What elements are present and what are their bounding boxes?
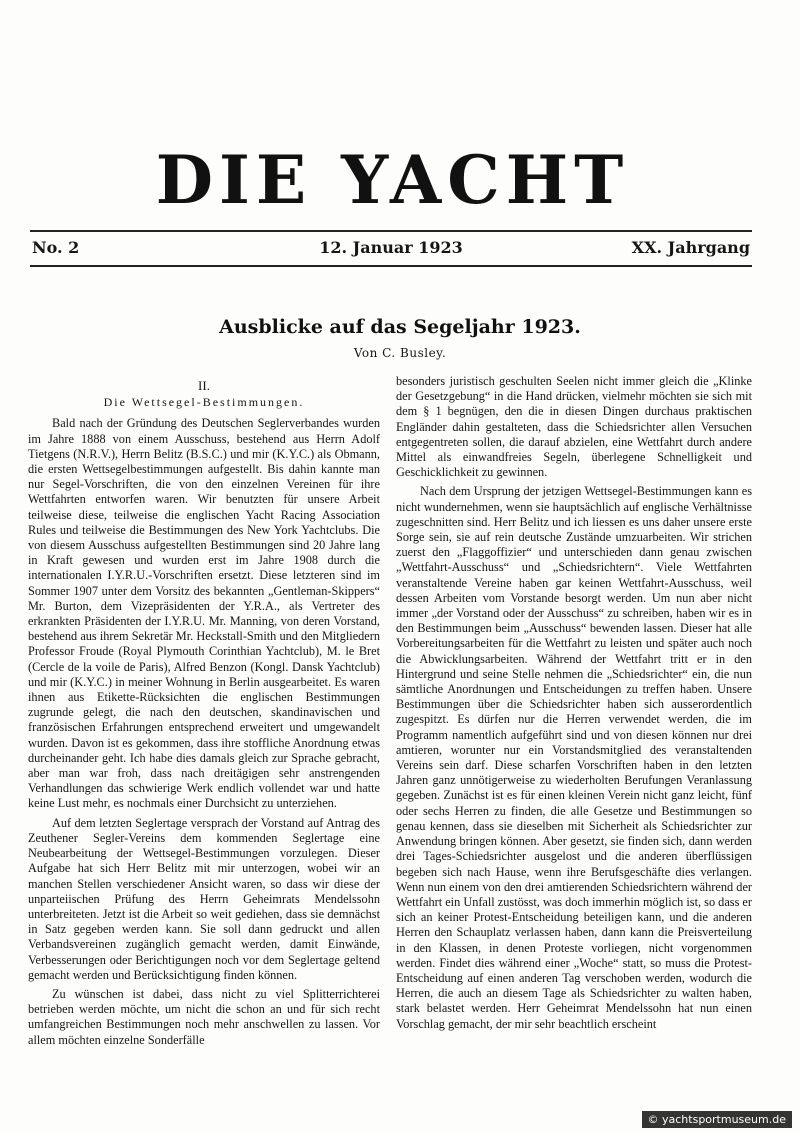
paragraph: Auf dem letzten Seglertage versprach der Vorstand auf Antrag des Zeuthener Segler-Vereins dem kommenden Seglertage eine Neubearbeitung der Wettsegel-Bestimmungen vorzulegen. Dieser Aufgabe hat sich Herr Belitz mit mir unterzogen, wobei wir an manchen Stellen verschiedener Ansicht waren, so dass wir diese der unparteiischen Prüfung des Herrn Geheimrats Mendelssohn unterbreiteten. Jetzt ist die Arbeit so weit gediehen, dass sie demnächst in Satz gegeben werden kann. Sie soll dann gedruckt und allen Verbandsvereinen zugänglich gemacht werden, damit Einwände, Verbesserungen oder Berichtigungen noch vor dem Seglertage geltend gemacht werden und Berücksichtigung finden können. (28, 815, 380, 982)
issue-date: 12. Januar 1923 (319, 238, 463, 257)
article-byline: Von C. Busley. (353, 346, 447, 360)
masthead-title: DIE YACHT (155, 141, 630, 219)
paragraph: Nach dem Ursprung der jetzigen Wettsegel-Bestimmungen kann es nicht wundernehmen, wenn sie hauptsächlich auf englische Verhältnisse zugeschnitten sind. Herr Belitz und ich liessen es uns daher unsere erste Sorge sein, sie auf rein deutsche Zustände umzuarbeiten. Wir strichen zuerst den „Flaggoffizier“ und unterschieden dann genau zwischen „Wettfahrt-Ausschuss“ und „Schiedsrichtern“. Viele Wettfahrten veranstaltende Vereine haben gar keinen Wettfahrt-Ausschuss, weil dessen Arbeiten vom Vorstande besorgt werden. Um nun aber nicht immer „der Vorstand oder der Ausschuss“ zu schreiben, haben wir es in den Bestimmungen beim „Ausschuss“ bewenden lassen. Dieser hat alle Vorbereitungsarbeiten für die Wettfahrt zu leisten und später auch noch die Abwicklungsarbeiten. Während der Wettfahrt tritt er in den Hintergrund und seine Stelle nehmen die „Schiedsrichter“ ein, die nun sämtliche Anordnungen und Entscheidungen zu treffen haben. Unsere Bestimmungen über die Schiedsrichter haben sich ausserordentlich zugespitzt. Es dürfen nur die Herren verwendet werden, die im Programm namentlich aufgeführt sind und von diesen können nur drei amtieren, worunter nur ein Vorstandsmitglied des veranstaltenden Vereins sein darf. Diese scharfen Vorschriften haben in den letzten Jahren ganz unnötigerweise zu wiederholten Berufungen Veranlassung gegeben. Zunächst ist es für einen kleinen Verein nicht ganz leicht, fünf oder sechs Herren zu finden, die alle Gesetze und Bestimmungen so genau kennen, dass sie dieselben mit Sicherheit als Schiedsrichter zur Anwendung bringen können. Aber gesetzt, sie finden sich, dann werden drei Tages-Schiedsrichter ausgelost und die anderen überflüssigen begeben sich nach Hause, wenn ihre Berufsgeschäfte dies verlangen. Wenn nun einem von den drei amtierenden Schiedsrichtern während der Wettfahrt ein Unfall zustösst, was doch immerhin möglich ist, so dass er sich an keiner Protest-Entscheidung beteiligen kann, und die anderen Herren den Schauplatz verlassen haben, dann kann die Preisverteilung in den Klassen, in denen Proteste vorliegen, nicht vorgenommen werden. Findet dies während einer „Woche“ statt, so muss die Protest-Entscheidung auf einen anderen Tag verschoben werden, wodurch die Herren, die auch an diesem Tage als Schiedsrichter zu walten haben, stark belastet werden. Herr Geheimrat Mendelssohn hat nun einen Vorschlag gemacht, der mir sehr beachtlich erscheint (396, 484, 752, 1031)
section-number: II. (198, 378, 210, 393)
text-column-left (28, 372, 380, 1112)
masthead-rule-top (30, 230, 752, 232)
issue-info-row (30, 236, 752, 262)
issue-number: No. 2 (32, 238, 80, 257)
article-title: Ausblicke auf das Segeljahr 1923. (219, 316, 581, 338)
masthead-rule-bottom (30, 265, 752, 267)
paragraph: Bald nach der Gründung des Deutschen Seglerverbandes wurden im Jahre 1888 von einem Ausschuss, bestehend aus Herrn Adolf Tietgens (N.R.V.), Herrn Belitz (B.S.C.) und mir (K.Y.C.) als Obmann, die ersten Wettsegelbestimmungen aufgestellt. Bis dahin kannte man nur Segel-Vorschriften, die von den einzelnen Vereinen für ihre Wettfahrten entworfen waren. Wir benutzten für unsere Arbeit teilweise diese, teilweise die englischen Yacht Racing Association Rules und teilweise die Bestimmungen des New York Yachtclubs. Die von diesem Ausschuss aufgestellten Bestimmungen sind 20 Jahre lang in Kraft gewesen und wurden erst im Jahre 1908 durch die internationalen I.Y.R.U.-Vorschriften ersetzt. Diese letzteren sind im Sommer 1907 unter dem Vorsitz des bekannten „Gentleman-Skippers“ Mr. Burton, dem Vizepräsidenten der Y.R.A., als Vertreter des erkrankten Präsidenten der I.Y.R.U. Mr. Manning, von deren Vorstand, bestehend aus ihrem Sekretär Mr. Heckstall-Smith und den Mitgliedern Professor Froude (Royal Plymouth Corinthian Yachtclub), M. le Bret (Cercle de la voile de Paris), Alfred Benzon (Kongl. Dansk Yachtclub) und mir (K.Y.C.) in meiner Wohnung in Berlin ausgearbeitet. Es waren ihnen aus Etikette-Rücksichten die englischen Bestimmungen zugrunde gelegt, die nach den deutschen, skandinavischen und französischen Erfahrungen entsprechend erweitert und umgewandelt wurden. Davon ist es gekommen, dass ihre stoffliche Anordnung etwas durcheinander geht. Ich habe dies damals gleich zur Sprache gebracht, aber man war froh, dass nach dreitägigen sehr anstrengenden Verhandlungen das schwierige Werk endlich vollendet war und hatte keine Lust mehr, es nochmals einer Durchsicht zu unterziehen. (28, 416, 380, 811)
section-title: Die Wettsegel-Bestimmungen. (103, 395, 305, 410)
text-column-right (396, 374, 752, 1114)
issue-volume: XX. Jahrgang (631, 238, 750, 257)
paragraph: besonders juristisch geschulten Seelen nicht immer gleich die „Klinke der Gesetzgebung“ in die Hand drücken, vielmehr möchten sie sich mit dem § 1 begnügen, den die in diesen Dingen durchaus praktischen Engländer dahin gestalteten, dass die Schiedsrichter allen Versuchen entgegentreten sollen, die darauf abzielen, eine Wettfahrt durch andere Mittel als einwandfreies Segeln, überlegene Schnelligkeit und Geschicklichkeit zu gewinnen. (396, 374, 752, 480)
paragraph: Zu wünschen ist dabei, dass nicht zu viel Splitterrichterei betrieben werden möchte, um nicht die schon an und für sich recht umfangreichen Bestimmungen noch mehr anschwellen zu lassen. Vor allem möchten einzelne Sonderfälle (28, 986, 380, 1047)
copyright-watermark: © yachtsportmuseum.de (642, 1111, 792, 1128)
